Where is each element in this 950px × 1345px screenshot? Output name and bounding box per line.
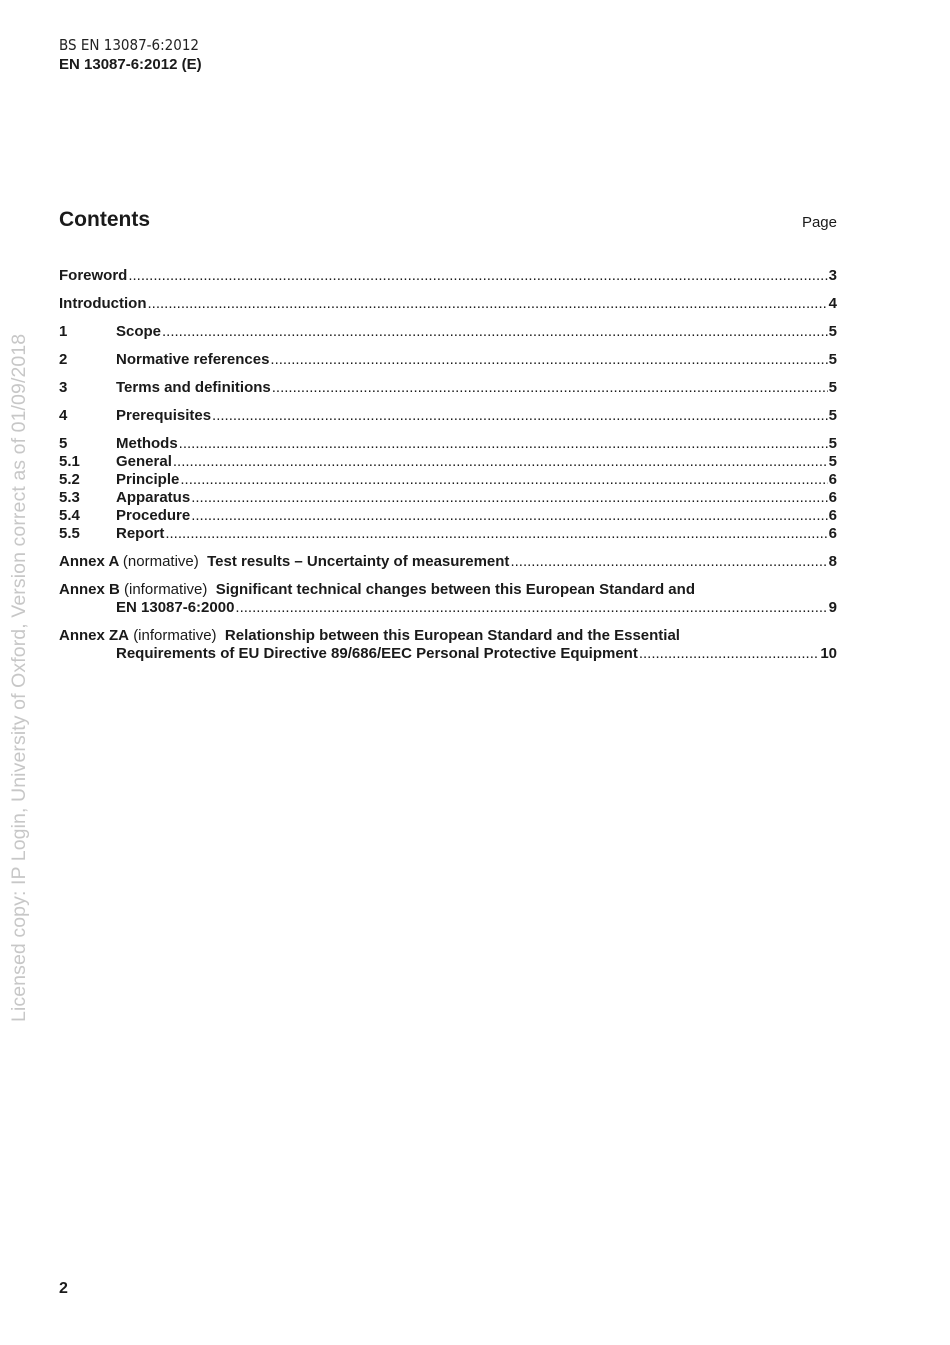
toc-entry-title: Scope xyxy=(116,323,162,340)
toc-entry-title: Report xyxy=(116,525,165,542)
annex-title-continuation xyxy=(59,645,837,663)
toc-entry-page: 10 xyxy=(820,645,837,662)
annex-label: Annex B xyxy=(59,581,120,598)
annex-type: (informative) xyxy=(133,627,217,644)
toc-entry-page: 6 xyxy=(828,471,837,488)
annex-title-continuation xyxy=(59,599,837,617)
annex-label: Annex ZA xyxy=(59,627,130,644)
section-number: 3 xyxy=(59,379,68,396)
dot-leader xyxy=(212,407,828,425)
page-number: 2 xyxy=(59,1280,68,1297)
toc-entry-section-5-3[interactable] xyxy=(59,489,837,507)
toc-entry-title: Terms and definitions xyxy=(116,379,271,396)
toc-entry-page: 5 xyxy=(828,379,837,396)
page-column-label: Page xyxy=(801,214,837,231)
toc-entry-annex-b[interactable] xyxy=(59,581,837,617)
document-header xyxy=(59,36,202,74)
dot-leader xyxy=(191,507,827,525)
annex-heading xyxy=(59,553,509,571)
section-number: 5.4 xyxy=(59,507,80,524)
contents-heading: Contents xyxy=(59,208,150,231)
toc-entry-page: 5 xyxy=(828,453,837,470)
dot-leader xyxy=(180,471,827,489)
annex-title: Significant technical changes between this European Standard and xyxy=(215,581,695,598)
toc-entry-page: 9 xyxy=(828,599,837,616)
dot-leader xyxy=(165,525,827,543)
toc-entry-page: 5 xyxy=(828,323,837,340)
dot-leader xyxy=(235,599,827,617)
section-number: 5.5 xyxy=(59,525,80,542)
toc-entry-title: Normative references xyxy=(116,351,270,368)
annex-title: Test results – Uncertainty of measurement xyxy=(207,553,510,570)
section-number: 5.2 xyxy=(59,471,80,488)
toc-entry-page: 6 xyxy=(828,507,837,524)
section-number: 4 xyxy=(59,407,68,424)
section-number: 2 xyxy=(59,351,68,368)
toc-entry-introduction[interactable] xyxy=(59,295,837,313)
annex-type: (normative) xyxy=(122,553,199,570)
section-number: 5.1 xyxy=(59,453,80,470)
toc-entry-section-3[interactable] xyxy=(59,379,837,397)
standard-id-en: EN 13087-6:2012 (E) xyxy=(59,56,202,73)
dot-leader xyxy=(272,379,828,397)
dot-leader xyxy=(270,351,827,369)
toc-entry-section-5-5[interactable] xyxy=(59,525,837,543)
toc-entry-section-5[interactable] xyxy=(59,435,837,453)
section-number: 5 xyxy=(59,435,68,452)
toc-entry-foreword[interactable] xyxy=(59,267,837,285)
annex-label: Annex A xyxy=(59,553,119,570)
toc-entry-page: 4 xyxy=(828,295,837,312)
annex-title-line2: Requirements of EU Directive 89/686/EEC Personal Protective Equipment xyxy=(116,645,638,662)
toc-entry-section-4[interactable] xyxy=(59,407,837,425)
toc-entry-page: 5 xyxy=(828,351,837,368)
toc-entry-page: 3 xyxy=(828,267,837,284)
toc-entry-section-1[interactable] xyxy=(59,323,837,341)
toc-entry-page: 6 xyxy=(828,525,837,542)
annex-heading xyxy=(59,627,837,645)
dot-leader xyxy=(639,645,819,663)
toc-entry-title: Principle xyxy=(116,471,180,488)
standard-id-bs: BS EN 13087-6:2012 xyxy=(59,36,200,54)
toc-entry-annex-a[interactable] xyxy=(59,553,837,571)
section-number: 5.3 xyxy=(59,489,80,506)
annex-title-line2: EN 13087-6:2000 xyxy=(116,599,235,616)
section-number: 1 xyxy=(59,323,68,340)
dot-leader xyxy=(510,553,827,571)
toc-entry-section-5-1[interactable] xyxy=(59,453,837,471)
dot-leader xyxy=(191,489,827,507)
annex-title: Relationship between this European Standard and the Essential xyxy=(224,627,680,644)
toc-entry-title: Apparatus xyxy=(116,489,191,506)
toc-entry-title: Procedure xyxy=(116,507,191,524)
toc-entry-page: 6 xyxy=(828,489,837,506)
dot-leader xyxy=(128,267,827,285)
dot-leader xyxy=(173,453,828,471)
annex-heading xyxy=(59,581,837,599)
toc-entry-page: 5 xyxy=(828,435,837,452)
toc-entry-section-5-2[interactable] xyxy=(59,471,837,489)
toc-entry-title: General xyxy=(116,453,172,470)
dot-leader xyxy=(162,323,828,341)
dot-leader xyxy=(179,435,828,453)
toc-entry-section-2[interactable] xyxy=(59,351,837,369)
toc-entry-annex-za[interactable] xyxy=(59,627,837,663)
toc-entry-page: 8 xyxy=(828,553,837,570)
toc-entry-title: Introduction xyxy=(59,295,147,312)
toc-entry-title: Foreword xyxy=(59,267,128,284)
toc-entry-section-5-4[interactable] xyxy=(59,507,837,525)
toc-entry-page: 5 xyxy=(828,407,837,424)
table-of-contents xyxy=(59,267,837,663)
toc-entry-title: Prerequisites xyxy=(116,407,212,424)
dot-leader xyxy=(147,295,827,313)
toc-entry-title: Methods xyxy=(116,435,178,452)
license-watermark: Licensed copy: IP Login, University of Oxford, Version correct as of 01/09/2018 xyxy=(8,333,30,1022)
annex-type: (informative) xyxy=(124,581,208,598)
